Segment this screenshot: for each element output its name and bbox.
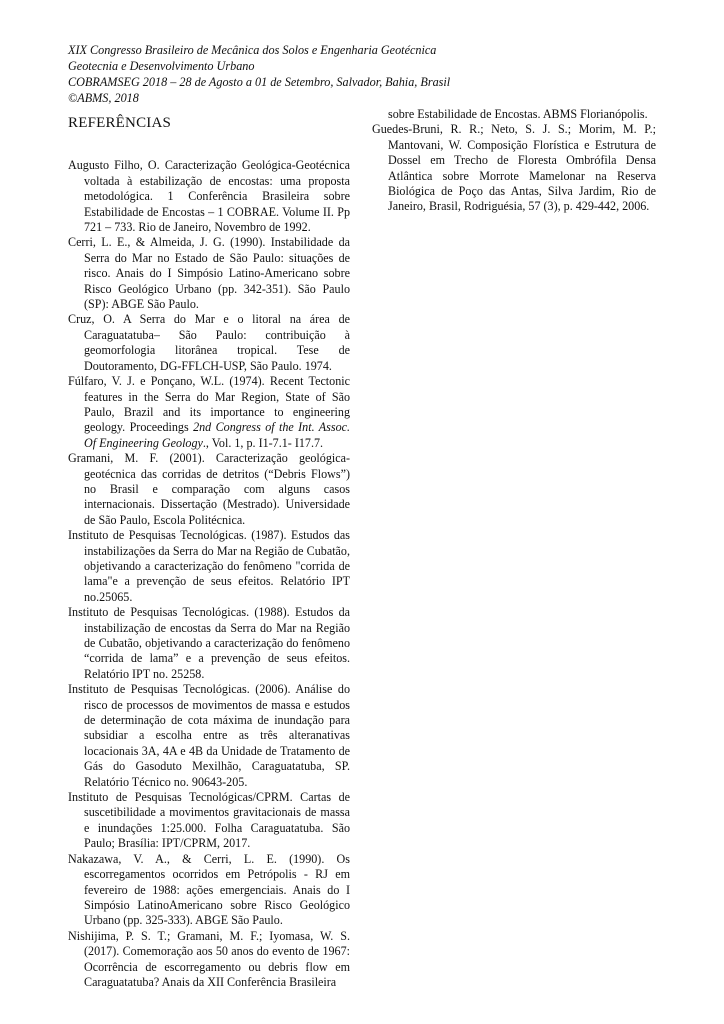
reference-continuation: sobre Estabilidade de Encostas. ABMS Florianópolis. bbox=[388, 107, 648, 121]
reference-item: Instituto de Pesquisas Tecnológicas/CPRM. Cartas de suscetibilidade a movimentos gravitacionais de massa e inundações 1:25.000. Folha Caraguatatuba. São Paulo; Brasília: IPT/CPRM, 2017. bbox=[68, 790, 350, 851]
reference-item-fulfaro bbox=[68, 374, 350, 451]
reference-item: Augusto Filho, O. Caracterização Geológica-Geotécnica voltada à estabilização de encostas: uma proposta metodológica. 1 Conferência Brasileira sobre Estabilidade de Encostas – 1 COBRAE. Volume II. Pp 721 – 733. Rio de Janeiro, Novembro de 1992. bbox=[68, 158, 350, 235]
section-title: REFERÊNCIAS bbox=[68, 115, 172, 131]
reference-item: Gramani, M. F. (2001). Caracterização geológica-geotécnica das corridas de detritos (“Debris Flows”) no Brasil e comparação com alguns casos internacionais. Dissertação (Mestrado). Universidade de São Paulo, Escola Politécnica. bbox=[68, 451, 350, 527]
header-line-copyright: ©ABMS, 2018 bbox=[68, 91, 139, 105]
reference-item: Instituto de Pesquisas Tecnológicas. (2006). Análise do risco de processos de movimentos de massa e estudos de determinação de cota máxima de inundação para subsidiar a escolha entre as três alteranativas locacionais 3A, 4A e 4B da Unidade de Tratamento de Gás do Gasoduto Mexilhão, Caraguatatuba, SP. Relatório Técnico no. 90643-205. bbox=[68, 682, 350, 789]
reference-item: Guedes-Bruni, R. R.; Neto, S. J. S.; Morim, M. P.; Mantovani, W. Composição Florística e Estrutura de Dossel em Trecho de Floresta Ombrófila Densa Atlântica sobre Morrote Mamelonar na Reserva Biológica de Poço das Antas, Silva Jardim, Rio de Janeiro, Brasil, Rodriguésia, 57 (3), p. 429-442, 2006. bbox=[372, 122, 656, 214]
conference-header bbox=[68, 42, 668, 106]
right-column bbox=[372, 107, 656, 215]
header-line-congress: XIX Congresso Brasileiro de Mecânica dos Solos e Engenharia Geotécnica bbox=[68, 43, 437, 57]
header-line-event: COBRAMSEG 2018 – 28 de Agosto a 01 de Setembro, Salvador, Bahia, Brasil bbox=[68, 75, 451, 89]
reference-item: Instituto de Pesquisas Tecnológicas. (1988). Estudos da instabilização de encostas da Serra do Mar na Região de Cubatão, objetivando a caracterização do fenômeno “corrida de lama” e a prevenção de seus efeitos. Relatório IPT no. 25258. bbox=[68, 605, 350, 681]
reference-item: Cruz, O. A Serra do Mar e o litoral na área de Caraguatatuba– São Paulo: contribuição à geomorfologia litorânea tropical. Tese de Doutoramento, DG-FFLCH-USP, São Paulo. 1974. bbox=[68, 312, 350, 373]
reference-text: Fúlfaro, V. J. e Ponçano, W.L. (1974). Recent Tectonic features in the Serra do Mar Region, State of São Paulo, Brazil and its importance to engineering geology. Proceedings bbox=[68, 374, 350, 435]
reference-item: Cerri, L. E., & Almeida, J. G. (1990). Instabilidade da Serra do Mar no Estado de São Paulo: situações de risco. Anais do I Simpósio Latino-Americano sobre Risco Geológico Urbano (pp. 342-351). São Paulo (SP): ABGE São Paulo. bbox=[68, 235, 350, 312]
header-line-theme: Geotecnia e Desenvolvimento Urbano bbox=[68, 59, 255, 73]
left-column bbox=[68, 112, 350, 990]
reference-italic-title: 2nd Congress of the Int. Assoc. Of Engineering Geology bbox=[84, 420, 351, 450]
reference-item: Instituto de Pesquisas Tecnológicas. (1987). Estudos das instabilizações da Serra do Mar na Região de Cubatão, objetivando a caracterização do fenômeno "corrida de lama"e a prevenção de seus efeitos. Relatório IPT no.25065. bbox=[68, 528, 350, 604]
reference-item: Nakazawa, V. A., & Cerri, L. E. (1990). Os escorregamentos ocorridos em Petrópolis - RJ em fevereiro de 1988: ações emergenciais. Anais do I Simpósio LatinoAmericano sobre Risco Geológico Urbano (pp. 325-333). ABGE São Paulo. bbox=[68, 851, 350, 928]
reference-item: Nishijima, P. S. T.; Gramani, M. F.; Iyomasa, W. S. (2017). Comemoração aos 50 anos do evento de 1967: Ocorrência de escorregamento ou debris flow em Caraguatatuba? Anais da XII Conferência Brasileira bbox=[68, 928, 350, 989]
reference-text: ., Vol. 1, p. I1-7.1- I17.7. bbox=[202, 435, 324, 450]
